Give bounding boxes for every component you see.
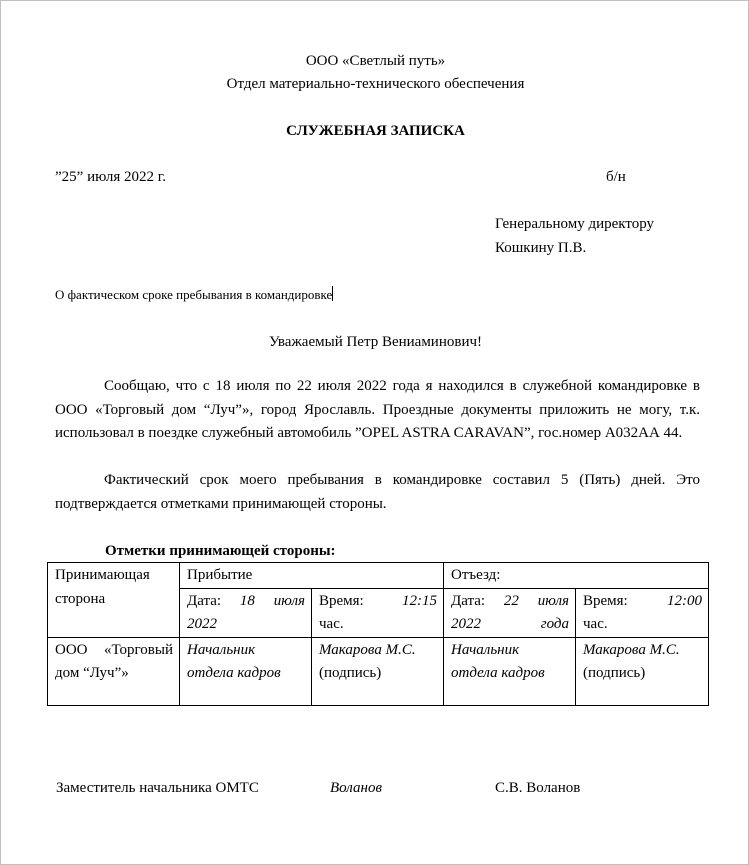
body-paragraph-1-text: Сообщаю, что с 18 июля по 22 июля 2022 года я находился в служебной командировке в ООО «Торговый дом “Луч”», город Ярославль. Проездные документы приложить не могу, т.к. использовал в поездке служебный автомобиль ”OPEL ASTRA CARAVAN”, гос.номер А032АА 44. (55, 378, 700, 441)
arrival-date-value: 18 июля 2022 (187, 592, 305, 632)
body-paragraph-2-text: Фактический срок моего пребывания в командировке составил 5 (Пять) дней. Это подтверждается отметками принимающей стороны. (55, 472, 700, 512)
signer-position: Заместитель начальника ОМТС (56, 780, 259, 796)
host-name: ООО «Торговый дом “Луч”» (55, 641, 173, 681)
departure-position: Начальник отдела кадров (451, 641, 545, 681)
arrival-sign-note: (подпись) (319, 665, 382, 681)
table-caption: Отметки принимающей стороны: (105, 543, 336, 559)
header-departure-label: Отъезд: (451, 567, 501, 583)
header-arrival-label: Прибытие (187, 567, 253, 583)
document-number: б/н (606, 169, 626, 185)
header-host-cell (48, 563, 180, 638)
departure-sign-name: Макарова М.С. (583, 641, 680, 658)
arrival-sign-cell (312, 637, 444, 705)
departure-sign-cell (576, 637, 709, 705)
marks-table (47, 562, 709, 706)
departure-sign-note: (подпись) (583, 665, 646, 681)
header-departure-cell (444, 563, 709, 589)
body-paragraph-1 (55, 375, 700, 446)
departure-time-unit: час. (583, 616, 608, 632)
text-cursor (332, 286, 333, 301)
addressee-position: Генеральному директору (495, 216, 655, 232)
arrival-position: Начальник отдела кадров (187, 641, 281, 681)
subject-line (55, 286, 333, 304)
arrival-time-label: Время: (319, 592, 402, 609)
table-data-row (48, 637, 709, 705)
arrival-position-cell (180, 637, 312, 705)
departure-time-cell (576, 588, 709, 637)
subject-text: О фактическом сроке пребывания в командировке (55, 287, 333, 302)
org-name: ООО «Светлый путь» (305, 53, 446, 69)
departure-time-label: Время: (583, 592, 668, 609)
table-header-row (48, 563, 709, 589)
greeting: Уважаемый Петр Вениаминович! (268, 334, 483, 350)
host-name-cell (48, 637, 180, 705)
departure-date-label: Дата: (451, 592, 504, 609)
departure-date-value: 22 июля 2022 года (451, 592, 569, 632)
arrival-time-cell (312, 588, 444, 637)
arrival-time-value: 12:15 (402, 592, 437, 609)
department-name: Отдел материально-технического обеспечения (226, 76, 525, 92)
addressee-name: Кошкину П.В. (495, 240, 587, 256)
document-title: СЛУЖЕБНАЯ ЗАПИСКА (286, 123, 465, 139)
arrival-sign-name: Макарова М.С. (319, 641, 416, 658)
signer-signature: Воланов (330, 780, 382, 796)
header-host-label: Принимающая сторона (55, 567, 150, 607)
arrival-time-unit: час. (319, 616, 344, 632)
body-paragraph-2 (55, 469, 700, 516)
departure-position-cell (444, 637, 576, 705)
arrival-date-cell (180, 588, 312, 637)
header-arrival-cell (180, 563, 444, 589)
signer-name: С.В. Воланов (495, 780, 581, 796)
departure-time-value: 12:00 (667, 592, 703, 609)
departure-date-cell (444, 588, 576, 637)
arrival-date-label: Дата: (187, 592, 240, 609)
document-date: ”25” июля 2022 г. (55, 169, 167, 185)
